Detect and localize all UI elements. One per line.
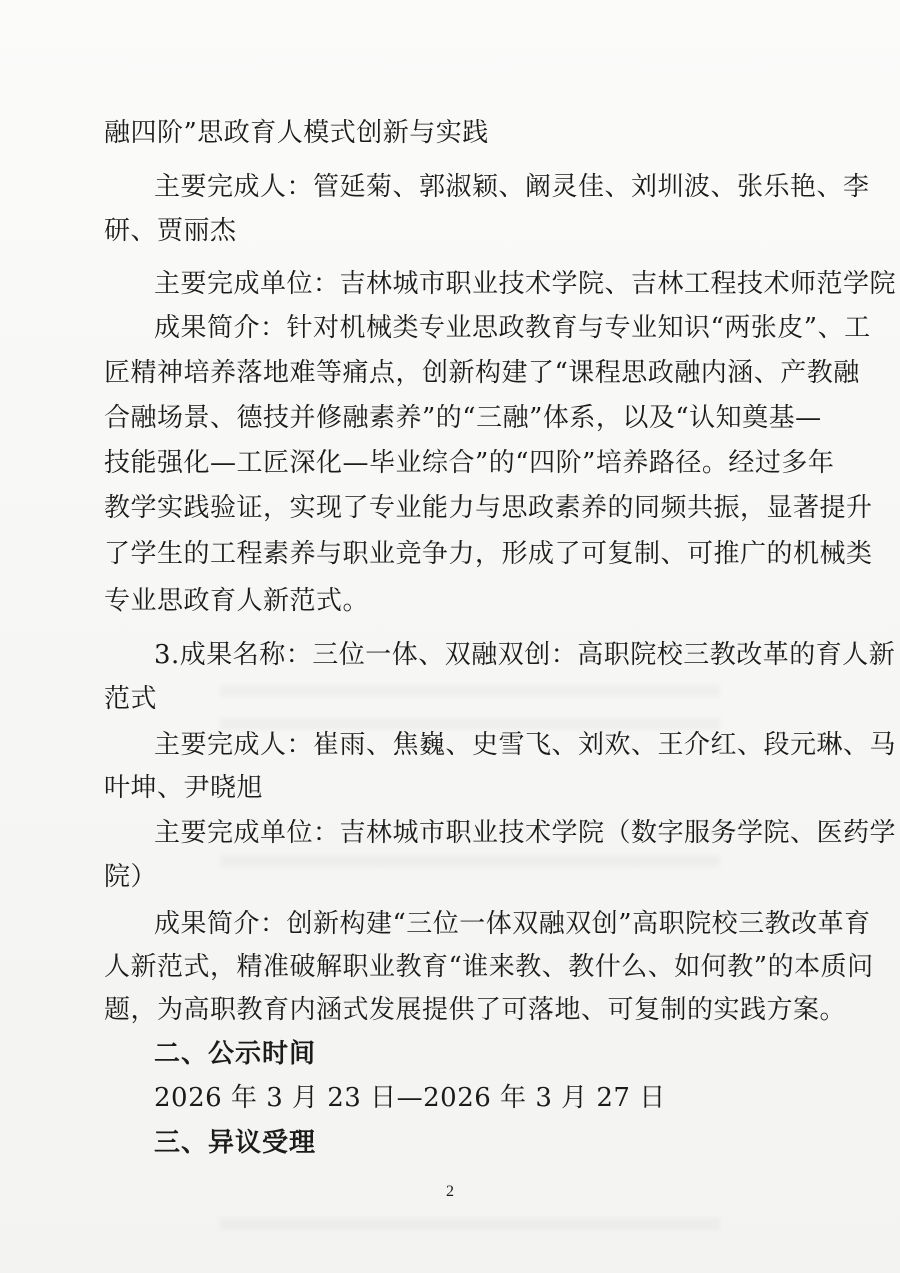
project-2-summary-line-6: 了学生的工程素养与职业竞争力，形成了可复制、可推广的机械类 (104, 539, 873, 569)
project-3-summary-line-2: 人新范式，精准破解职业教育“谁来教、教什么、如何教”的本质问 (104, 952, 874, 982)
project-3-title-line-2: 范式 (104, 684, 158, 714)
project-3-members-line-2: 叶坤、尹晓旭 (104, 773, 264, 803)
project-3-institution-line-2: 院） (104, 862, 158, 892)
public-notice-date-range: 2026 年 3 月 23 日—2026 年 3 月 27 日 (154, 1083, 666, 1113)
bleed-through-mark (220, 1218, 720, 1230)
project-2-members-line-1: 主要完成人：管延菊、郭淑颖、阚灵佳、刘圳波、张乐艳、李 (154, 172, 870, 202)
project-2-summary-line-2: 匠精神培养落地难等痛点，创新构建了“课程思政融内涵、产教融 (104, 358, 860, 388)
project-2-summary-line-7: 专业思政育人新范式。 (104, 586, 370, 616)
project-2-summary-line-3: 合融场景、德技并修融素养”的“三融”体系，以及“认知奠基— (104, 403, 822, 433)
project-2-summary-line-1: 成果简介：针对机械类专业思政教育与专业知识“两张皮”、工 (154, 313, 871, 343)
project-2-members-line-2: 研、贾丽杰 (104, 216, 237, 246)
page-number: 2 (446, 1183, 454, 1200)
section-public-notice-period-heading: 二、公示时间 (154, 1039, 317, 1069)
project-3-summary-line-3: 题，为高职教育内涵式发展提供了可落地、可复制的实践方案。 (104, 995, 847, 1025)
project-3-title-line-1: 3.成果名称：三位一体、双融双创：高职院校三教改革的育人新 (154, 640, 896, 670)
project-3-institution-line-1: 主要完成单位：吉林城市职业技术学院（数字服务学院、医药学 (154, 818, 897, 848)
project-3-summary-line-1: 成果简介：创新构建“三位一体双融双创”高职院校三教改革育 (154, 909, 871, 939)
project-2-summary-line-5: 教学实践验证，实现了专业能力与思政素养的同频共振，显著提升 (104, 493, 873, 523)
project-3-members-line-1: 主要完成人：崔雨、焦巍、史雪飞、刘欢、王介红、段元琳、马 (154, 730, 897, 760)
project-2-summary-line-4: 技能强化—工匠深化—毕业综合”的“四阶”培养路径。经过多年 (104, 448, 835, 478)
project-title-continuation: 融四阶”思政育人模式创新与实践 (104, 118, 489, 148)
project-2-institutions: 主要完成单位：吉林城市职业技术学院、吉林工程技术师范学院 (154, 269, 897, 299)
section-objection-handling-heading: 三、异议受理 (154, 1128, 317, 1158)
